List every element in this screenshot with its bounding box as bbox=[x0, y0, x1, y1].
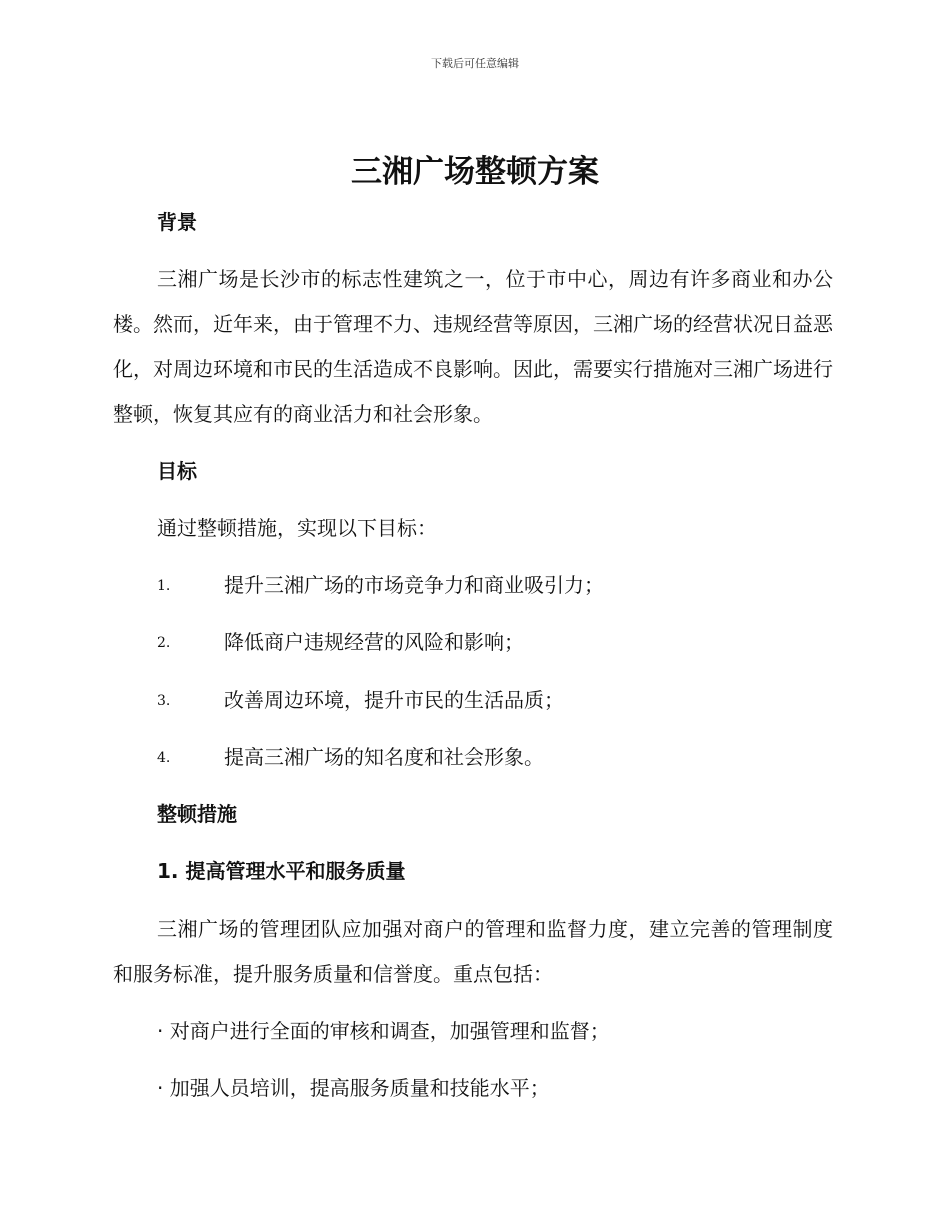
list-number: 4. bbox=[157, 750, 171, 766]
bullet-item: · 对商户进行全面的审核和调查，加强管理和监督； bbox=[157, 1019, 610, 1043]
list-text: 提高三湘广场的知名度和社会形象。 bbox=[224, 745, 544, 769]
list-text: 降低商户违规经营的风险和影响； bbox=[224, 630, 524, 654]
list-number: 1. bbox=[157, 578, 171, 594]
list-number: 3. bbox=[157, 693, 171, 709]
goals-intro: 通过整顿措施，实现以下目标： bbox=[157, 516, 437, 540]
list-item bbox=[157, 620, 837, 665]
background-paragraph: 三湘广场是长沙市的标志性建筑之一，位于市中心，周边有许多商业和办公楼。然而，近年来，由于管理不力、违规经营等原因，三湘广场的经营状况日益恶化，对周边环境和市民的生活造成不良影响。因此，需要实行措施对三湘广场进行整顿，恢复其应有的商业活力和社会形象。 bbox=[113, 267, 833, 426]
list-text: 提升三湘广场的市场竞争力和商业吸引力； bbox=[224, 573, 604, 597]
section-heading-measures: 整顿措施 bbox=[157, 802, 237, 826]
list-item bbox=[157, 735, 837, 780]
section-heading-background: 背景 bbox=[157, 210, 197, 234]
bullet-item: · 加强人员培训，提高服务质量和技能水平； bbox=[157, 1076, 550, 1100]
list-text: 改善周边环境，提升市民的生活品质； bbox=[224, 688, 564, 712]
section-heading-goals: 目标 bbox=[157, 459, 197, 483]
subsection-heading-management: 1. 提高管理水平和服务质量 bbox=[157, 859, 406, 883]
management-paragraph: 三湘广场的管理团队应加强对商户的管理和监督力度，建立完善的管理制度和服务标准，提升服务质量和信誉度。重点包括： bbox=[113, 917, 833, 986]
list-number: 2. bbox=[157, 635, 171, 651]
document-title: 三湘广场整顿方案 bbox=[351, 154, 599, 190]
list-item bbox=[157, 563, 837, 608]
header-note: 下载后可任意编辑 bbox=[431, 57, 519, 70]
list-item bbox=[157, 678, 837, 723]
